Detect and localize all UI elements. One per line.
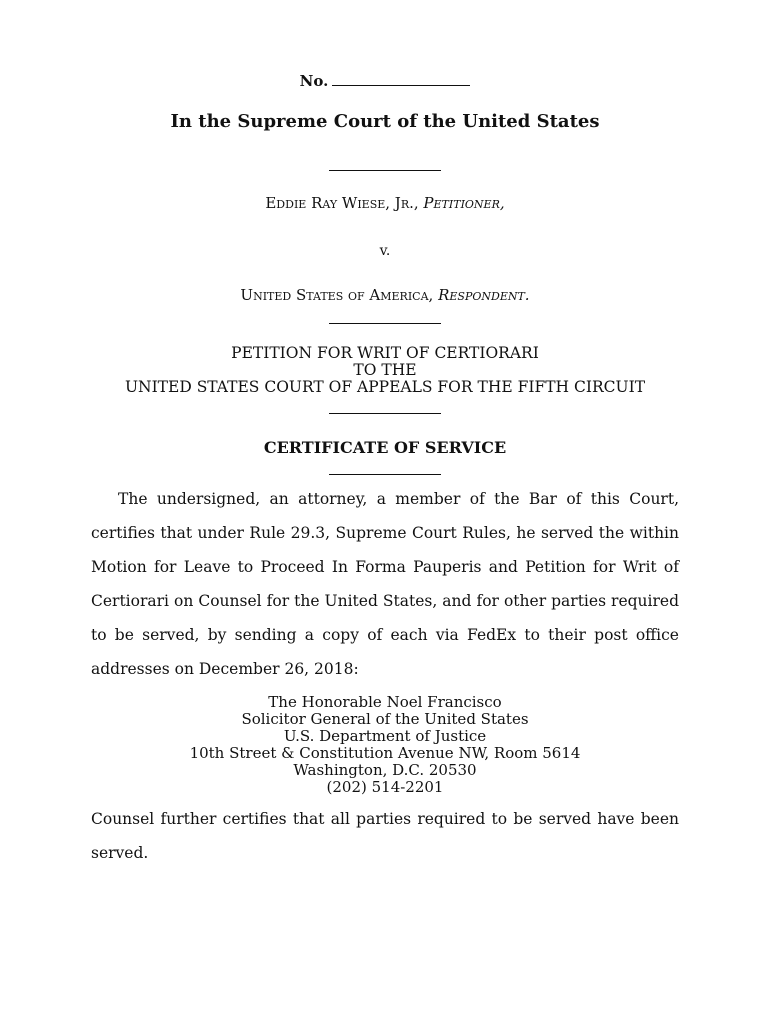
- court-title: In the Supreme Court of the United States: [170, 111, 600, 132]
- case-number-blank: [332, 72, 470, 86]
- respondent-role: Respondent.: [438, 286, 530, 304]
- petitioner-line: [0, 194, 770, 212]
- petition-caption: [0, 345, 770, 396]
- address-line: (202) 514-2201: [326, 778, 444, 796]
- address-line: Solicitor General of the United States: [241, 710, 529, 728]
- respondent-name: United States of America,: [240, 286, 434, 304]
- case-number-label: No.: [299, 72, 329, 90]
- divider-rule: [329, 170, 441, 171]
- petition-line: UNITED STATES COURT OF APPEALS FOR THE FIFTH CIRCUIT: [124, 378, 646, 396]
- petition-line: PETITION FOR WRIT OF CERTIORARI: [231, 344, 539, 362]
- petition-line: TO THE: [353, 361, 417, 379]
- versus-label: v.: [379, 243, 391, 259]
- address-line: 10th Street & Constitution Avenue NW, Room 5614: [189, 744, 581, 762]
- respondent-line: [0, 286, 770, 304]
- address-line: Washington, D.C. 20530: [293, 761, 477, 779]
- case-number: [0, 72, 770, 90]
- certificate-heading: CERTIFICATE OF SERVICE: [263, 438, 507, 457]
- service-address-block: [0, 694, 770, 796]
- address-line: The Honorable Noel Francisco: [268, 693, 502, 711]
- divider-rule: [329, 474, 441, 475]
- petitioner-name: Eddie Ray Wiese, Jr.,: [265, 194, 419, 212]
- address-line: U.S. Department of Justice: [283, 727, 487, 745]
- petitioner-role: Petitioner,: [423, 194, 505, 212]
- certificate-paragraph: The undersigned, an attorney, a member of the Bar of this Court, certifies that under Rule 29.3, Supreme Court Rules, he served the within Motion for Leave to Proceed In Forma Pauperis and Petition for Writ of Certiorari on Counsel for the United States, and for other parties required to be served, by sending a copy of each via FedEx to their post office addresses on December 26, 2018:: [91, 490, 679, 678]
- divider-rule: [329, 413, 441, 414]
- divider-rule: [329, 323, 441, 324]
- certification-paragraph: Counsel further certifies that all parties required to be served have been served.: [91, 810, 679, 862]
